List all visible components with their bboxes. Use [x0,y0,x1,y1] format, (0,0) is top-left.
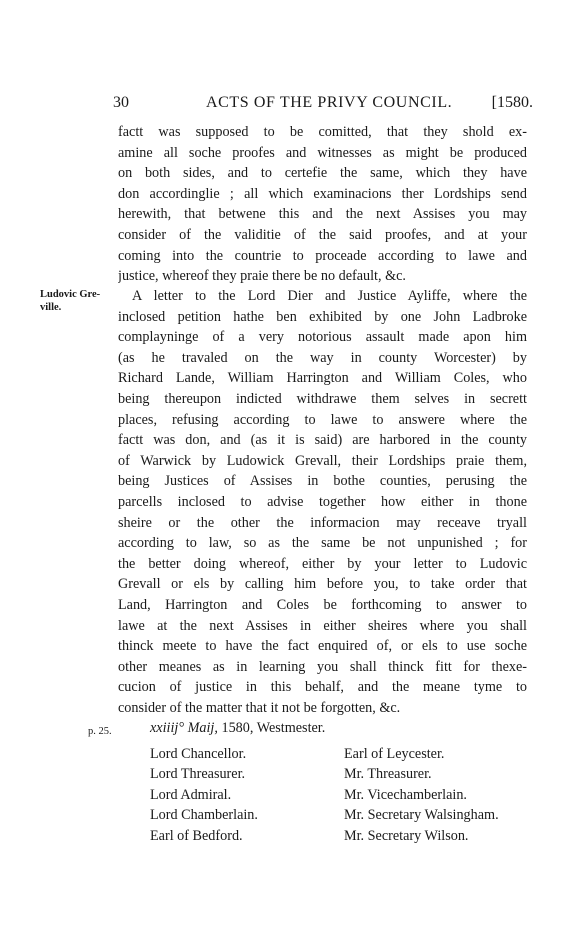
text-line: herewith, that betwene this and the next Assises you may [118,206,527,223]
text-line: Richard Lande, William Harrington and William Coles, who [118,370,527,387]
meeting-date-line [150,720,325,737]
attendee-name: Earl of Bedford. [150,827,243,844]
text-line: (as he travaled on the way in county Worcester) by [118,349,527,366]
page-reference: p. 25. [88,726,112,737]
running-title: ACTS OF THE PRIVY COUNCIL. [206,94,453,111]
text-line: being Justices of Assises in bothe counties, perusing the [118,473,527,490]
text-line: according to law, so as the same be not unpunished ; for [118,535,527,552]
meeting-place: 1580, Westmester. [221,720,326,736]
meeting-date: xxiiij° Maij, [150,720,218,736]
attendee-name: Lord Threasurer. [150,766,246,783]
text-line: the better doing whereof, either by your letter to Ludovic [118,555,527,572]
attendee-name: Mr. Secretary Wilson. [344,827,469,844]
text-line: sheire or the other the informacion may receave tryall [118,514,527,531]
text-line: amine all soche proofes and witnesses as might be produced [118,144,527,161]
text-line: lawe at the next Assises in either sheires where you shall [118,617,527,634]
paragraph-letter [118,286,527,718]
attendees-right-column [344,744,499,846]
paragraph-continued [118,122,527,287]
attendee-name: Lord Admiral. [150,786,232,803]
page-header [113,94,533,116]
text-line: consider of the validitie of the said proofes, and at your [118,226,527,243]
text-line: consider of the matter that it not be forgotten, &c. [118,699,401,716]
margin-note [40,288,112,314]
header-year: [1580. [491,94,533,111]
margin-note-line: ville. [40,302,62,313]
attendee-name: Lord Chancellor. [150,746,247,762]
text-line: of Warwick by Ludowick Grevall, their Lordships praie them, [118,452,527,469]
text-line: A letter to the Lord Dier and Justice Ayliffe, where the [132,288,527,304]
text-line: factt was supposed to be comitted, that they shold ex- [118,124,527,140]
attendee-name: Earl of Leycester. [344,746,445,762]
text-line: justice, whereof they praie there be no default, &c. [118,268,406,285]
text-line: places, refusing according to lawe to answere where the [118,411,527,428]
text-line: don accordinglie ; all which examinacions ther Lordships send [118,185,527,202]
attendee-name: Mr. Vicechamberlain. [344,786,467,803]
text-line: thinck meete to have the fact enquired of, or els to use soche [118,638,527,655]
attendee-name: Mr. Secretary Walsingham. [344,807,499,824]
text-line: other meanes as in learning you shall thinck fitt for thexe- [118,658,527,675]
text-line: inclosed petition hathe ben exhibited by one John Ladbroke [118,308,527,325]
page-number: 30 [113,94,129,111]
text-line: cucion of justice in this behalf, and the meane tyme to [118,679,527,696]
attendees-left-column [150,744,258,846]
text-line: factt was don, and (as it is said) are harbored in the county [118,432,527,449]
text-line: on both sides, and to certefie the same, which they have [118,165,527,182]
text-line: parcells inclosed to advise together how either in thone [118,493,527,510]
text-line: coming into the countrie to proceade according to lawe and [118,247,527,264]
attendee-name: Lord Chamberlain. [150,807,258,824]
margin-note-line: Ludovic Gre- [40,289,101,300]
text-line: complayninge of a very notorious assault made apon him [118,329,527,346]
text-line: Grevall or els by calling him before you, to take order that [118,576,527,593]
text-line: Land, Harrington and Coles be forthcoming to answer to [118,596,527,613]
attendee-name: Mr. Threasurer. [344,766,432,783]
text-line: being thereupon indicted withdrawe them selves in secrett [118,390,527,407]
